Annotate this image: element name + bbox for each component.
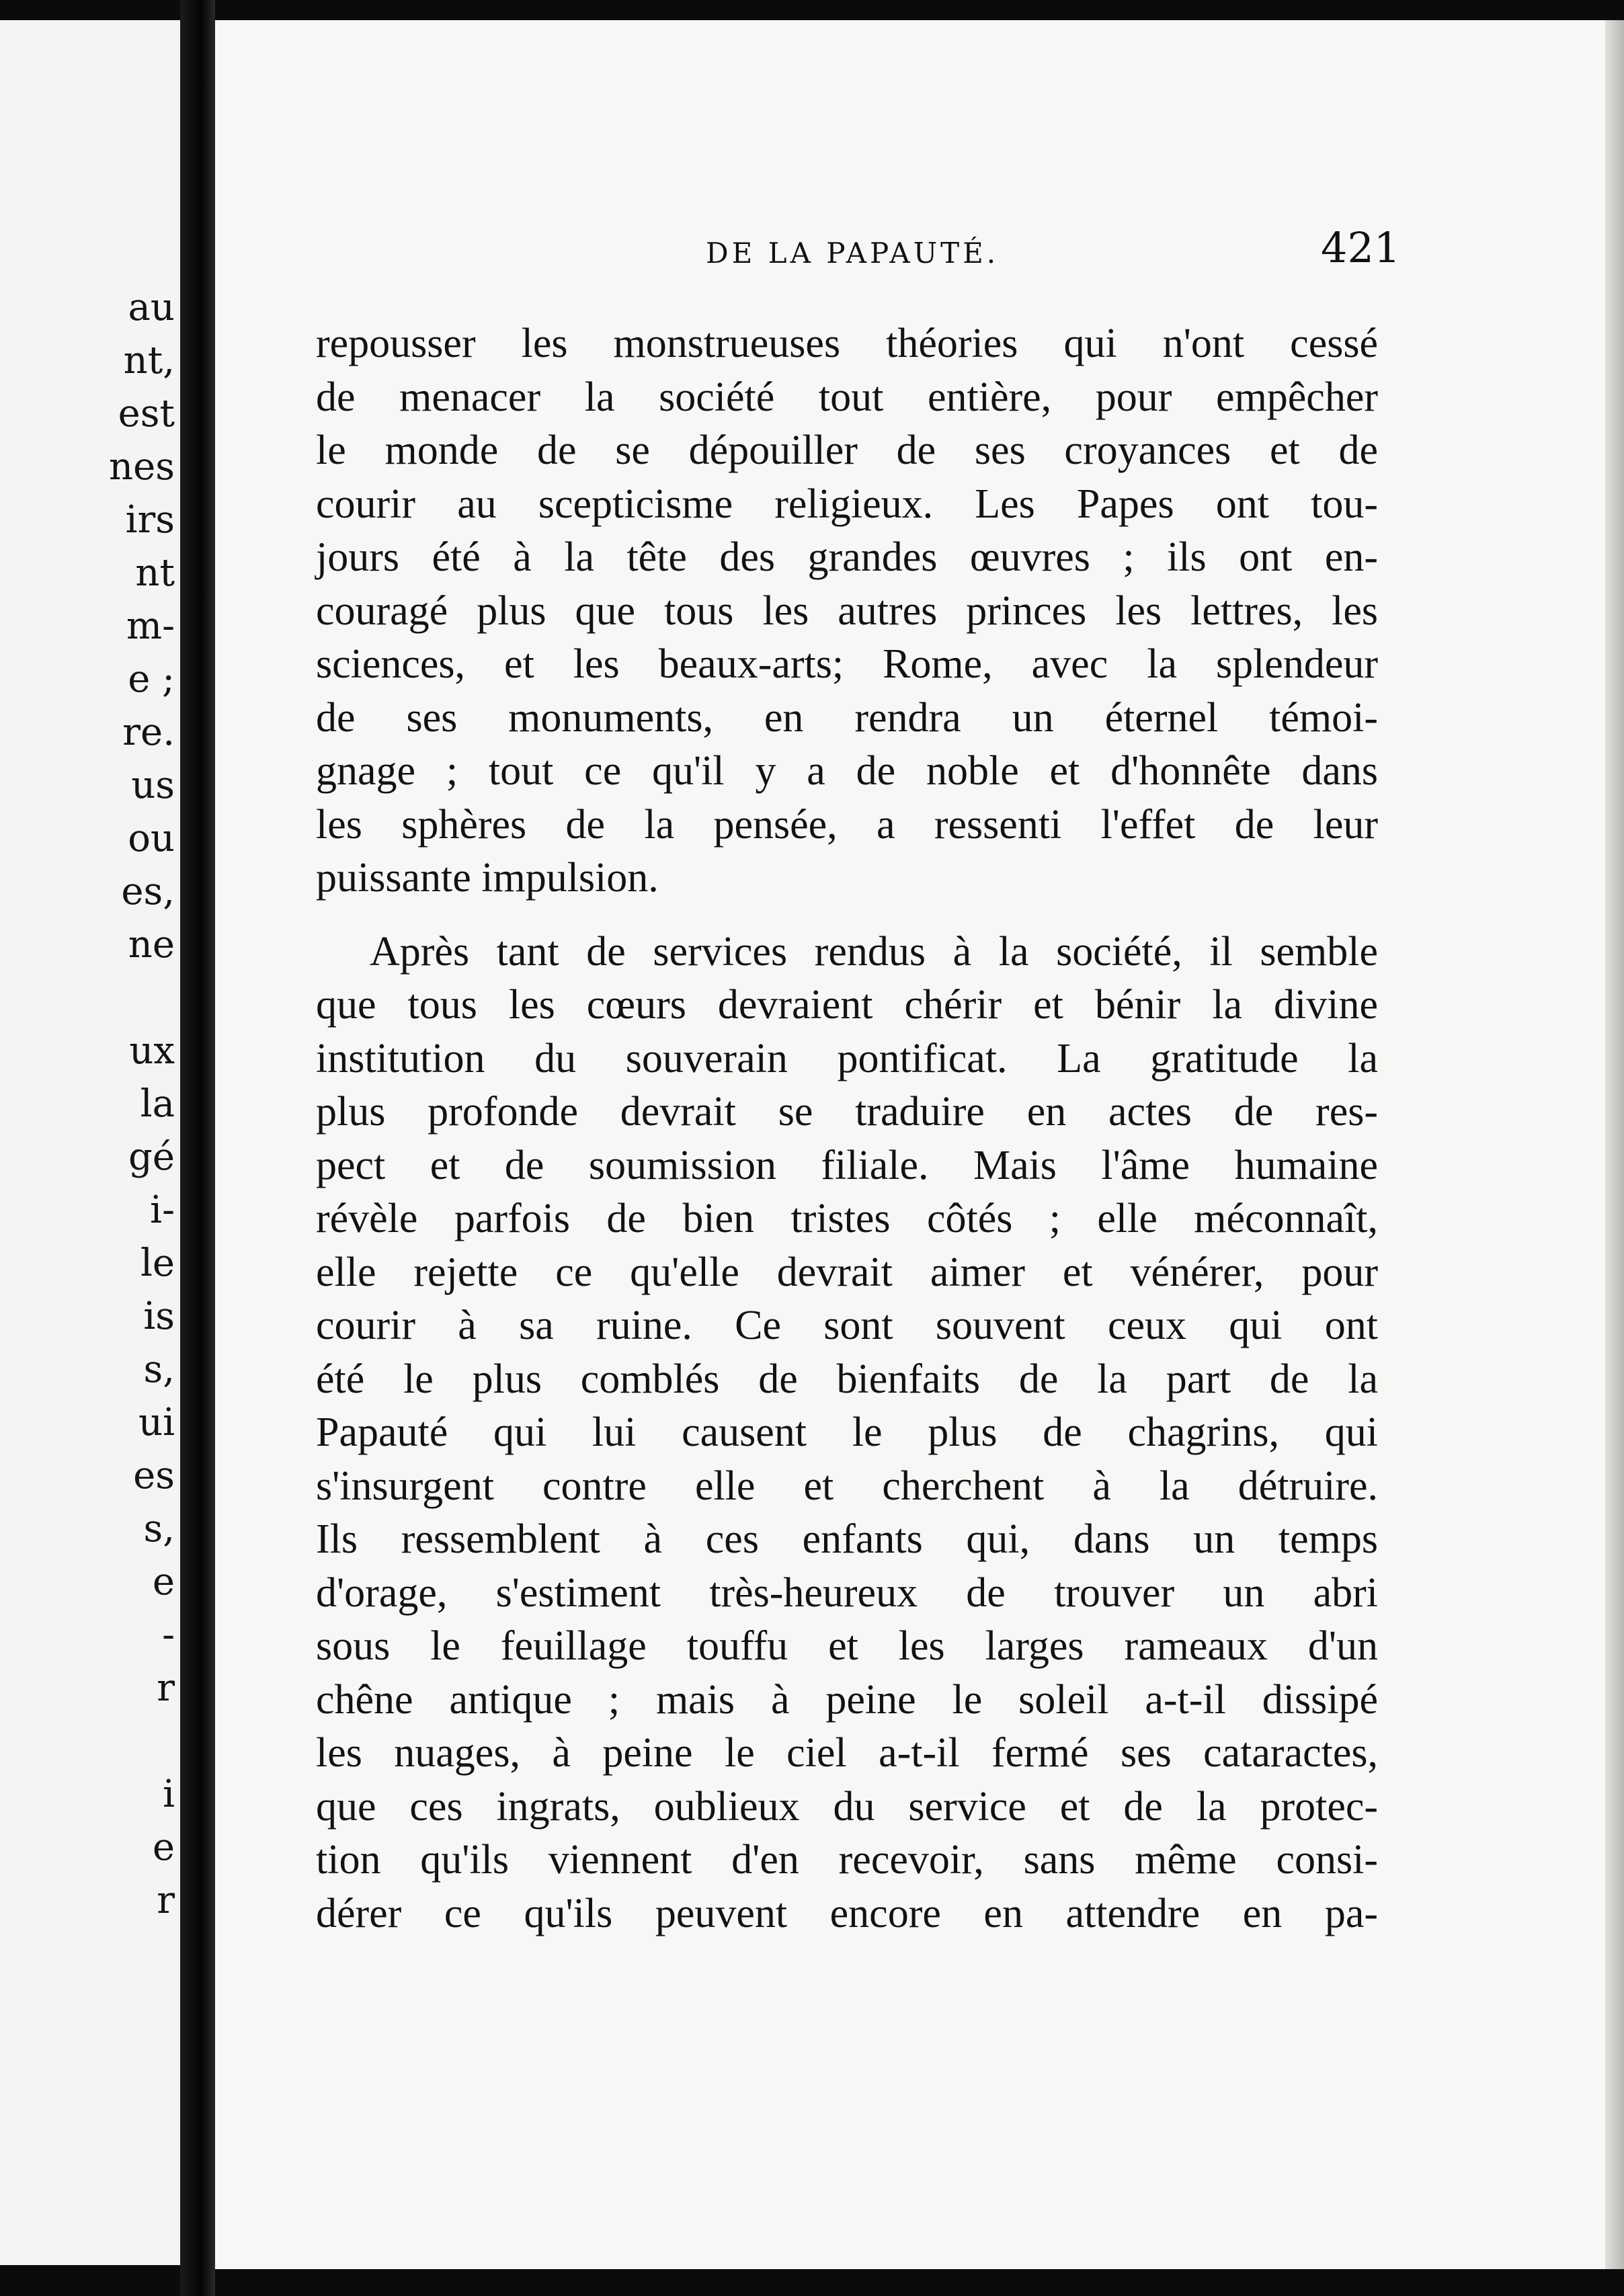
facing-page-line-fragment: us	[131, 764, 175, 807]
facing-page-line-fragment: ux	[129, 1029, 175, 1073]
text-line: elle rejette ce qu'elle devrait aimer et vénérer, pour	[316, 1249, 1378, 1295]
book-gutter	[180, 0, 215, 2296]
page-number: 421	[1321, 223, 1401, 272]
text-line: que ces ingrats, oublieux du service et de la protec-	[316, 1783, 1378, 1830]
facing-page-line-fragment: re.	[122, 710, 175, 754]
text-line: puissante impulsion.	[316, 855, 659, 901]
facing-page-line-fragment: nes	[109, 445, 175, 489]
text-line: sciences, et les beaux-arts; Rome, avec la splendeur	[316, 641, 1378, 687]
text-line: jours été à la tête des grandes œuvres ; ils ont en-	[316, 534, 1378, 580]
facing-page-line-fragment: ui	[138, 1401, 175, 1444]
facing-page-line-fragment: r	[157, 1879, 175, 1922]
facing-page-line-fragment: nt	[135, 551, 175, 595]
text-line: les nuages, à peine le ciel a-t-il fermé ses cataractes,	[316, 1730, 1378, 1776]
running-title: DE LA PAPAUTÉ.	[706, 237, 1000, 270]
facing-page-line-fragment: m-	[126, 604, 175, 648]
text-line: Papauté qui lui causent le plus de chagrins, qui	[316, 1409, 1378, 1455]
facing-page-line-fragment: la	[140, 1082, 175, 1126]
facing-page-line-fragment: au	[128, 286, 175, 329]
text-line: couragé plus que tous les autres princes les lettres, les	[316, 587, 1378, 634]
text-line: courir à sa ruine. Ce sont souvent ceux qui ont	[316, 1303, 1378, 1348]
text-line: plus profonde devrait se traduire en actes de res-	[316, 1089, 1378, 1135]
facing-page-line-fragment: e ;	[128, 657, 175, 701]
facing-page-line-fragment: ou	[128, 817, 175, 860]
text-line: Ils ressemblent à ces enfants qui, dans un temps	[316, 1516, 1378, 1562]
facing-page-line-fragment: nt,	[123, 339, 175, 382]
text-line: pect et de soumission filiale. Mais l'âme humaine	[316, 1142, 1378, 1188]
text-line: révèle parfois de bien tristes côtés ; elle méconnaît,	[316, 1196, 1378, 1241]
facing-page-line-fragment: i-	[150, 1188, 175, 1232]
text-line: s'insurgent contre elle et cherchent à la détruire.	[316, 1463, 1378, 1509]
text-line: été le plus comblés de bienfaits de la part de la	[316, 1356, 1378, 1402]
facing-page-line-fragment: gé	[128, 1135, 175, 1179]
text-line: que tous les cœurs devraient chérir et bénir la divine	[316, 982, 1378, 1028]
text-line: le monde de se dépouiller de ses croyances et de	[316, 427, 1378, 473]
text-line: dérer ce qu'ils peuvent encore en attendre en pa-	[316, 1890, 1378, 1936]
text-line: de menacer la société tout entière, pour empêcher	[316, 374, 1378, 420]
facing-page-line-fragment: le	[140, 1241, 175, 1285]
text-line: Après tant de services rendus à la société, il semble	[370, 928, 1378, 975]
facing-page-line-fragment: es,	[121, 870, 175, 913]
facing-page-line-fragment: is	[143, 1295, 175, 1338]
facing-page-line-fragment: ne	[128, 923, 175, 967]
facing-page-line-fragment: es	[133, 1454, 175, 1498]
text-line: d'orage, s'estiment très-heureux de trouver un abri	[316, 1569, 1378, 1616]
text-line: chêne antique ; mais à peine le soleil a-t-il dissipé	[316, 1676, 1378, 1723]
facing-page-line-fragment: r	[157, 1666, 175, 1710]
text-line: sous le feuillage touffu et les larges rameaux d'un	[316, 1623, 1378, 1669]
facing-page-line-fragment: s,	[143, 1507, 175, 1551]
text-line: de ses monuments, en rendra un éternel témoi-	[316, 694, 1378, 741]
text-line: les sphères de la pensée, a ressenti l'effet de leur	[316, 801, 1378, 848]
facing-page-line-fragment: i	[163, 1772, 175, 1816]
facing-page-line-fragment: e	[152, 1560, 175, 1604]
text-line: tion qu'ils viennent d'en recevoir, sans même consi-	[316, 1837, 1378, 1883]
facing-page-fragment	[0, 20, 180, 2265]
text-line: repousser les monstrueuses théories qui n'ont cessé	[316, 321, 1378, 366]
text-line: institution du souverain pontificat. La gratitude la	[316, 1035, 1378, 1081]
page-edge-shadow	[1605, 20, 1624, 2269]
facing-page-line-fragment: irs	[125, 498, 175, 542]
text-line: gnage ; tout ce qu'il y a de noble et d'honnête dans	[316, 748, 1378, 794]
facing-page-line-fragment: e	[152, 1826, 175, 1869]
facing-page-line-fragment: -	[162, 1613, 175, 1657]
page-header	[215, 222, 1605, 276]
text-line: courir au scepticisme religieux. Les Papes ont tou-	[316, 481, 1378, 527]
book-page	[215, 20, 1605, 2269]
facing-page-line-fragment: s,	[143, 1348, 175, 1391]
facing-page-line-fragment: est	[118, 392, 175, 436]
